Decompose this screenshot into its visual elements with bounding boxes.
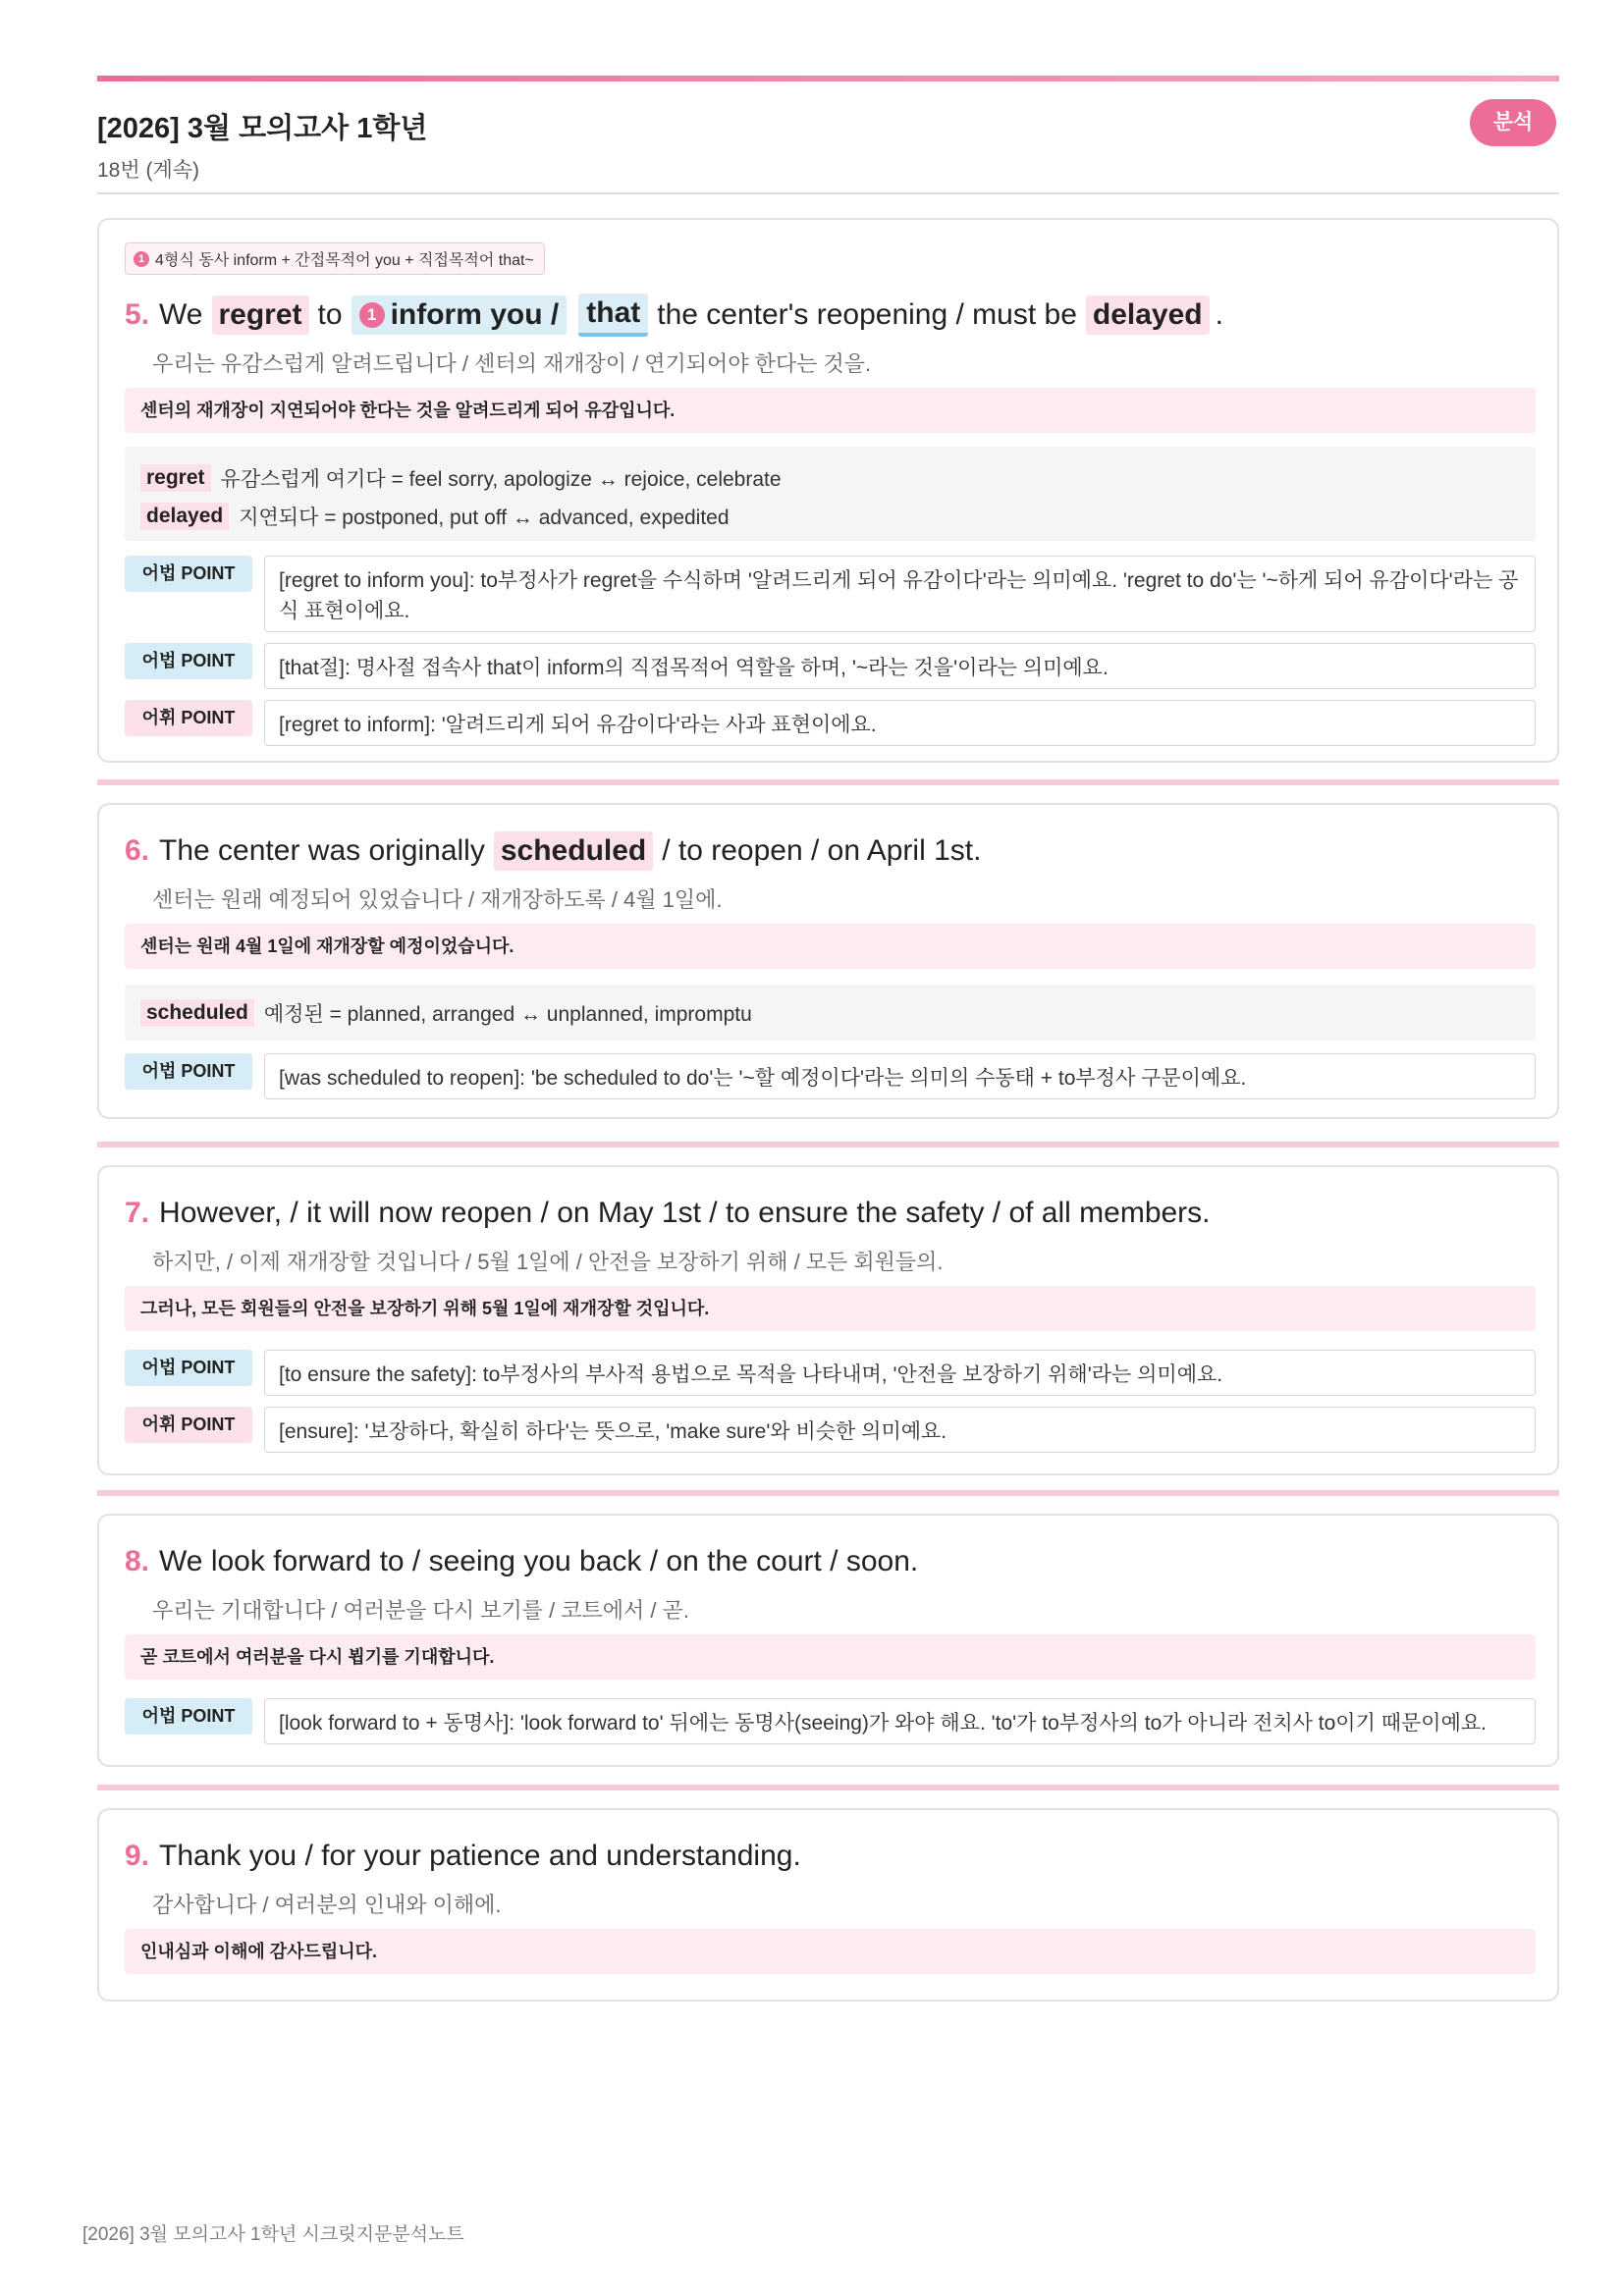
point-label: 어휘 POINT bbox=[125, 1407, 252, 1443]
section-divider bbox=[97, 1490, 1559, 1496]
point-label: 어휘 POINT bbox=[125, 700, 252, 736]
page-footer: [2026] 3월 모의고사 1학년 시크릿지문분석노트 bbox=[82, 2224, 464, 2245]
sentence-number: 9. bbox=[125, 1840, 150, 1872]
sentence-translation: 하지만, / 이제 재개장할 것입니다 / 5월 1일에 / 안전을 보장하기 위해 / 모든 회원들의. bbox=[152, 1250, 944, 1274]
highlight-text: inform you / bbox=[390, 298, 560, 331]
vocab-word: regret bbox=[140, 464, 211, 492]
sentence-segment: However, / it will now reopen / on May 1st / to ensure the safety / of all members. bbox=[159, 1197, 1211, 1229]
sentence-english bbox=[125, 1835, 804, 1878]
sentence-card-8 bbox=[97, 1514, 1559, 1767]
point-text: [look forward to + 동명사]: 'look forward to' 뒤에는 동명사(seeing)가 와야 해요. 'to'가 to부정사의 to가 아니라 전치사 to이기 때문이예요. bbox=[264, 1698, 1536, 1744]
vocab-definition: 유감스럽게 여기다 = feel sorry, apologize ↔ rejoice, celebrate bbox=[220, 467, 782, 491]
sentence-segment: . bbox=[1215, 298, 1223, 331]
section-divider bbox=[97, 1785, 1559, 1790]
point-text: [that절]: 명사절 접속사 that이 inform의 직접목적어 역할을 하며, '~라는 것을'이라는 의미예요. bbox=[264, 643, 1536, 689]
sentence-translation: 감사합니다 / 여러분의 인내와 이해에. bbox=[152, 1893, 502, 1917]
sentence-segment: to bbox=[317, 298, 343, 331]
point-label: 어법 POINT bbox=[125, 556, 252, 592]
structure-note bbox=[125, 242, 545, 275]
point-label: 어법 POINT bbox=[125, 643, 252, 679]
grammar-point bbox=[125, 1053, 1536, 1099]
top-accent-bar bbox=[97, 76, 1559, 81]
vocab-row bbox=[140, 993, 1536, 1032]
document-title: [2026] 3월 모의고사 1학년 bbox=[97, 113, 428, 144]
point-text: [to ensure the safety]: to부정사의 부사적 용법으로 목적을 나타내며, '안전을 보장하기 위해'라는 의미예요. bbox=[264, 1350, 1536, 1396]
sentence-number: 8. bbox=[125, 1545, 150, 1577]
section-divider bbox=[97, 779, 1559, 785]
document-subtitle: 18번 (계속) bbox=[97, 159, 200, 182]
grammar-number-icon: 1 bbox=[359, 302, 385, 328]
vocab-point bbox=[125, 700, 1536, 746]
structure-note-text: 4형식 동사 inform + 간접목적어 you + 직접목적어 that~ bbox=[155, 252, 534, 269]
header-divider bbox=[97, 192, 1559, 194]
grammar-point bbox=[125, 643, 1536, 689]
sentence-english bbox=[125, 294, 1223, 337]
sentence-english bbox=[125, 1192, 1214, 1235]
sentence-summary: 그러나, 모든 회원들의 안전을 보장하기 위해 5월 1일에 재개장할 것입니다. bbox=[125, 1286, 1536, 1331]
highlight-grammar-inform bbox=[352, 295, 568, 335]
point-text: [was scheduled to reopen]: 'be scheduled to do'는 '~할 예정이다'라는 의미의 수동태 + to부정사 구문이예요. bbox=[264, 1053, 1536, 1099]
highlight-vocab-delayed: delayed bbox=[1086, 295, 1210, 335]
point-label: 어법 POINT bbox=[125, 1350, 252, 1386]
vocab-box bbox=[125, 447, 1536, 541]
vocab-word: delayed bbox=[140, 503, 229, 530]
sentence-segment: Thank you / for your patience and understanding. bbox=[159, 1840, 801, 1872]
point-text: [ensure]: '보장하다, 확실히 하다'는 뜻으로, 'make sure'와 비슷한 의미예요. bbox=[264, 1407, 1536, 1453]
point-text: [regret to inform]: '알려드리게 되어 유감이다'라는 사과 표현이에요. bbox=[264, 700, 1536, 746]
sentence-translation: 우리는 유감스럽게 알려드립니다 / 센터의 재개장이 / 연기되어야 한다는 것을. bbox=[152, 351, 872, 376]
sentence-segment: the center's reopening / must be bbox=[657, 298, 1077, 331]
vocab-word: scheduled bbox=[140, 999, 254, 1027]
sentence-summary: 곧 코트에서 여러분을 다시 뵙기를 기대합니다. bbox=[125, 1634, 1536, 1680]
section-divider bbox=[97, 1142, 1559, 1148]
point-label: 어법 POINT bbox=[125, 1053, 252, 1090]
grammar-point bbox=[125, 556, 1536, 632]
grammar-point bbox=[125, 1350, 1536, 1396]
sentence-summary: 센터의 재개장이 지연되어야 한다는 것을 알려드리게 되어 유감입니다. bbox=[125, 388, 1536, 433]
sentence-card-7 bbox=[97, 1165, 1559, 1475]
grammar-point bbox=[125, 1698, 1536, 1744]
highlight-vocab-regret: regret bbox=[212, 295, 309, 335]
sentence-segment: / to reopen / on April 1st. bbox=[662, 834, 982, 867]
sentence-number: 6. bbox=[125, 834, 150, 867]
sentence-card-5 bbox=[97, 218, 1559, 763]
sentence-segment: We bbox=[159, 298, 203, 331]
point-label: 어법 POINT bbox=[125, 1698, 252, 1735]
sentence-segment: The center was originally bbox=[159, 834, 485, 867]
highlight-grammar-that: that bbox=[578, 294, 648, 337]
sentence-segment: We look forward to / seeing you back / on the court / soon. bbox=[159, 1545, 919, 1577]
note-number-icon: 1 bbox=[134, 251, 149, 267]
vocab-definition: 예정된 = planned, arranged ↔ unplanned, impromptu bbox=[263, 1002, 752, 1026]
highlight-vocab-scheduled: scheduled bbox=[494, 831, 653, 871]
point-text: [regret to inform you]: to부정사가 regret을 수식하며 '알려드리게 되어 유감이다'라는 의미예요. 'regret to do'는 '~하게 되어 유감이다'라는 공식 표현이에요. bbox=[264, 556, 1536, 632]
vocab-row bbox=[140, 458, 1536, 497]
sentence-summary: 인내심과 이해에 감사드립니다. bbox=[125, 1929, 1536, 1974]
vocab-box bbox=[125, 985, 1536, 1041]
sentence-card-6 bbox=[97, 803, 1559, 1119]
sentence-translation: 센터는 원래 예정되어 있었습니다 / 재개장하도록 / 4월 1일에. bbox=[152, 887, 723, 912]
sentence-translation: 우리는 기대합니다 / 여러분을 다시 보기를 / 코트에서 / 곧. bbox=[152, 1598, 690, 1623]
sentence-card-9 bbox=[97, 1808, 1559, 2002]
vocab-definition: 지연되다 = postponed, put off ↔ advanced, expedited bbox=[239, 506, 730, 529]
sentence-number: 7. bbox=[125, 1197, 150, 1229]
vocab-row bbox=[140, 497, 1536, 535]
sentence-english bbox=[125, 829, 984, 873]
vocab-point bbox=[125, 1407, 1536, 1453]
sentence-english bbox=[125, 1540, 921, 1583]
sentence-number: 5. bbox=[125, 298, 150, 331]
analysis-badge[interactable]: 분석 bbox=[1470, 99, 1556, 146]
sentence-summary: 센터는 원래 4월 1일에 재개장할 예정이었습니다. bbox=[125, 924, 1536, 969]
